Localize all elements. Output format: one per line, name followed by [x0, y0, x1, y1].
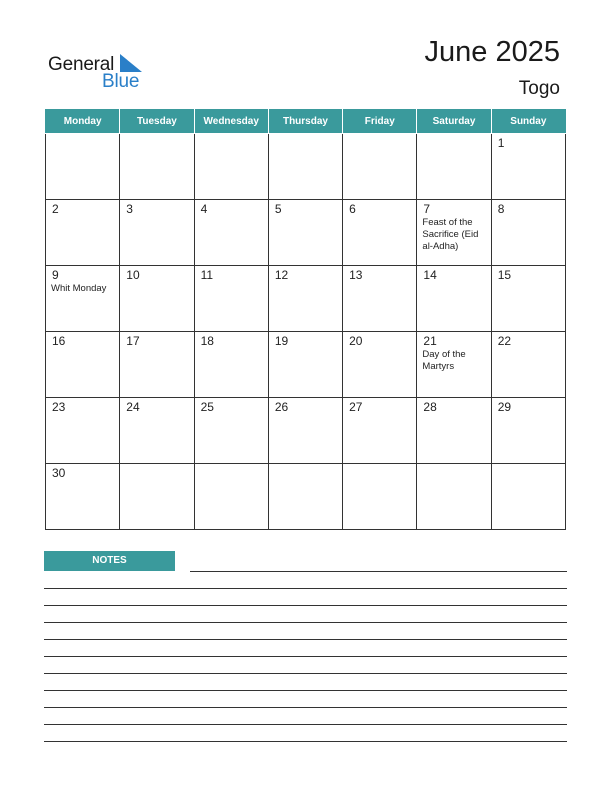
day-cell: [46, 266, 120, 332]
day-cell: [46, 398, 120, 464]
day-number: [195, 134, 268, 136]
day-cell: [343, 398, 417, 464]
day-number: 9: [52, 268, 59, 282]
day-number: 4: [200, 202, 208, 216]
day-cell: [194, 134, 268, 200]
day-cell: [343, 134, 417, 200]
day-number: 25: [200, 400, 214, 414]
day-number: 22: [497, 334, 512, 348]
week-row: [46, 332, 566, 398]
day-number: 30: [52, 466, 66, 480]
holiday-label: Day of the Martyrs: [422, 349, 466, 372]
holiday-label: Feast of the Sacrifice (Eid al-Adha): [422, 217, 479, 252]
weekday-header: Friday: [343, 110, 417, 134]
day-cell: [194, 266, 268, 332]
weekday-header: Thursday: [268, 110, 342, 134]
notes-rule-line: [44, 588, 567, 589]
day-number: [343, 464, 416, 466]
day-cell: [194, 200, 268, 266]
holiday-label: Whit Monday: [51, 283, 107, 294]
notes-rule-line: [44, 639, 567, 640]
day-number: 1: [497, 136, 505, 150]
day-number: 7: [423, 202, 431, 216]
day-cell: [417, 266, 491, 332]
day-cell: [194, 332, 268, 398]
day-number: 23: [52, 400, 66, 414]
day-number: 12: [274, 268, 289, 282]
notes-rule-line: [44, 724, 567, 725]
logo-word-blue: Blue: [102, 71, 140, 92]
weekday-header: Monday: [46, 110, 120, 134]
day-number: 29: [497, 400, 512, 414]
day-cell: [343, 266, 417, 332]
notes-rule-line: [190, 571, 567, 572]
day-number: 28: [423, 400, 437, 414]
day-number: 11: [200, 268, 214, 282]
day-cell: [46, 134, 120, 200]
day-number: 21: [423, 334, 437, 348]
day-cell: [46, 200, 120, 266]
week-row: [46, 266, 566, 332]
day-cell: [120, 398, 194, 464]
day-number: 24: [126, 400, 140, 414]
day-number: 18: [200, 334, 214, 348]
notes-rule-line: [44, 622, 567, 623]
day-number: 17: [126, 334, 140, 348]
day-number: 3: [126, 202, 133, 216]
notes-rule-line: [44, 673, 567, 674]
day-cell: [417, 200, 491, 266]
day-cell: [120, 134, 194, 200]
day-number: 27: [349, 400, 363, 414]
week-row: [46, 464, 566, 530]
day-number: 16: [52, 334, 66, 348]
day-cell: [491, 200, 565, 266]
page-title: June 2025: [424, 36, 560, 68]
weekday-header-row: [46, 110, 566, 134]
calendar-grid: [45, 109, 566, 530]
day-number: [120, 464, 193, 466]
day-number: 10: [126, 268, 140, 282]
day-number: [417, 464, 490, 466]
day-cell: [343, 464, 417, 530]
day-number: 26: [274, 400, 289, 414]
day-cell: [417, 398, 491, 464]
day-number: [343, 134, 416, 136]
day-cell: [268, 464, 342, 530]
day-cell: [194, 464, 268, 530]
day-number: 13: [349, 268, 363, 282]
day-number: [46, 134, 119, 136]
notes-rule-line: [44, 690, 567, 691]
week-row: [46, 134, 566, 200]
weekday-header: Sunday: [491, 110, 565, 134]
day-number: 14: [423, 268, 437, 282]
day-number: [269, 134, 342, 136]
day-cell: [268, 134, 342, 200]
day-number: [417, 134, 490, 136]
weekday-header: Wednesday: [194, 110, 268, 134]
day-cell: [491, 398, 565, 464]
day-cell: [194, 398, 268, 464]
logo-flag-icon: [120, 54, 142, 72]
weekday-header: Tuesday: [120, 110, 194, 134]
day-cell: [268, 266, 342, 332]
day-number: 2: [52, 202, 59, 216]
day-cell: [120, 332, 194, 398]
notes-rule-line: [44, 605, 567, 606]
day-number: 5: [274, 202, 282, 216]
day-cell: [46, 464, 120, 530]
day-cell: [491, 134, 565, 200]
day-number: [195, 464, 268, 466]
day-number: 20: [349, 334, 363, 348]
day-number: [492, 464, 565, 466]
day-cell: [120, 464, 194, 530]
day-cell: [268, 200, 342, 266]
logo: [48, 52, 158, 92]
notes-rule-line: [44, 741, 567, 742]
day-cell: [268, 332, 342, 398]
country-name: Togo: [518, 78, 560, 99]
day-cell: [417, 134, 491, 200]
day-number: 19: [274, 334, 289, 348]
day-number: [269, 464, 342, 466]
day-number: 6: [349, 202, 356, 216]
day-cell: [343, 332, 417, 398]
day-cell: [46, 332, 120, 398]
day-cell: [491, 266, 565, 332]
week-row: [46, 200, 566, 266]
day-cell: [491, 464, 565, 530]
weekday-header: Saturday: [417, 110, 491, 134]
day-number: 8: [497, 202, 505, 216]
day-number: 15: [497, 268, 512, 282]
day-number: [120, 134, 193, 136]
notes-rule-line: [44, 707, 567, 708]
day-cell: [268, 398, 342, 464]
logo-word-general: General: [48, 54, 115, 75]
day-cell: [343, 200, 417, 266]
day-cell: [120, 266, 194, 332]
day-cell: [491, 332, 565, 398]
day-cell: [417, 464, 491, 530]
day-cell: [120, 200, 194, 266]
notes-label: NOTES: [44, 551, 175, 571]
day-cell: [417, 332, 491, 398]
week-row: [46, 398, 566, 464]
notes-rule-line: [44, 656, 567, 657]
